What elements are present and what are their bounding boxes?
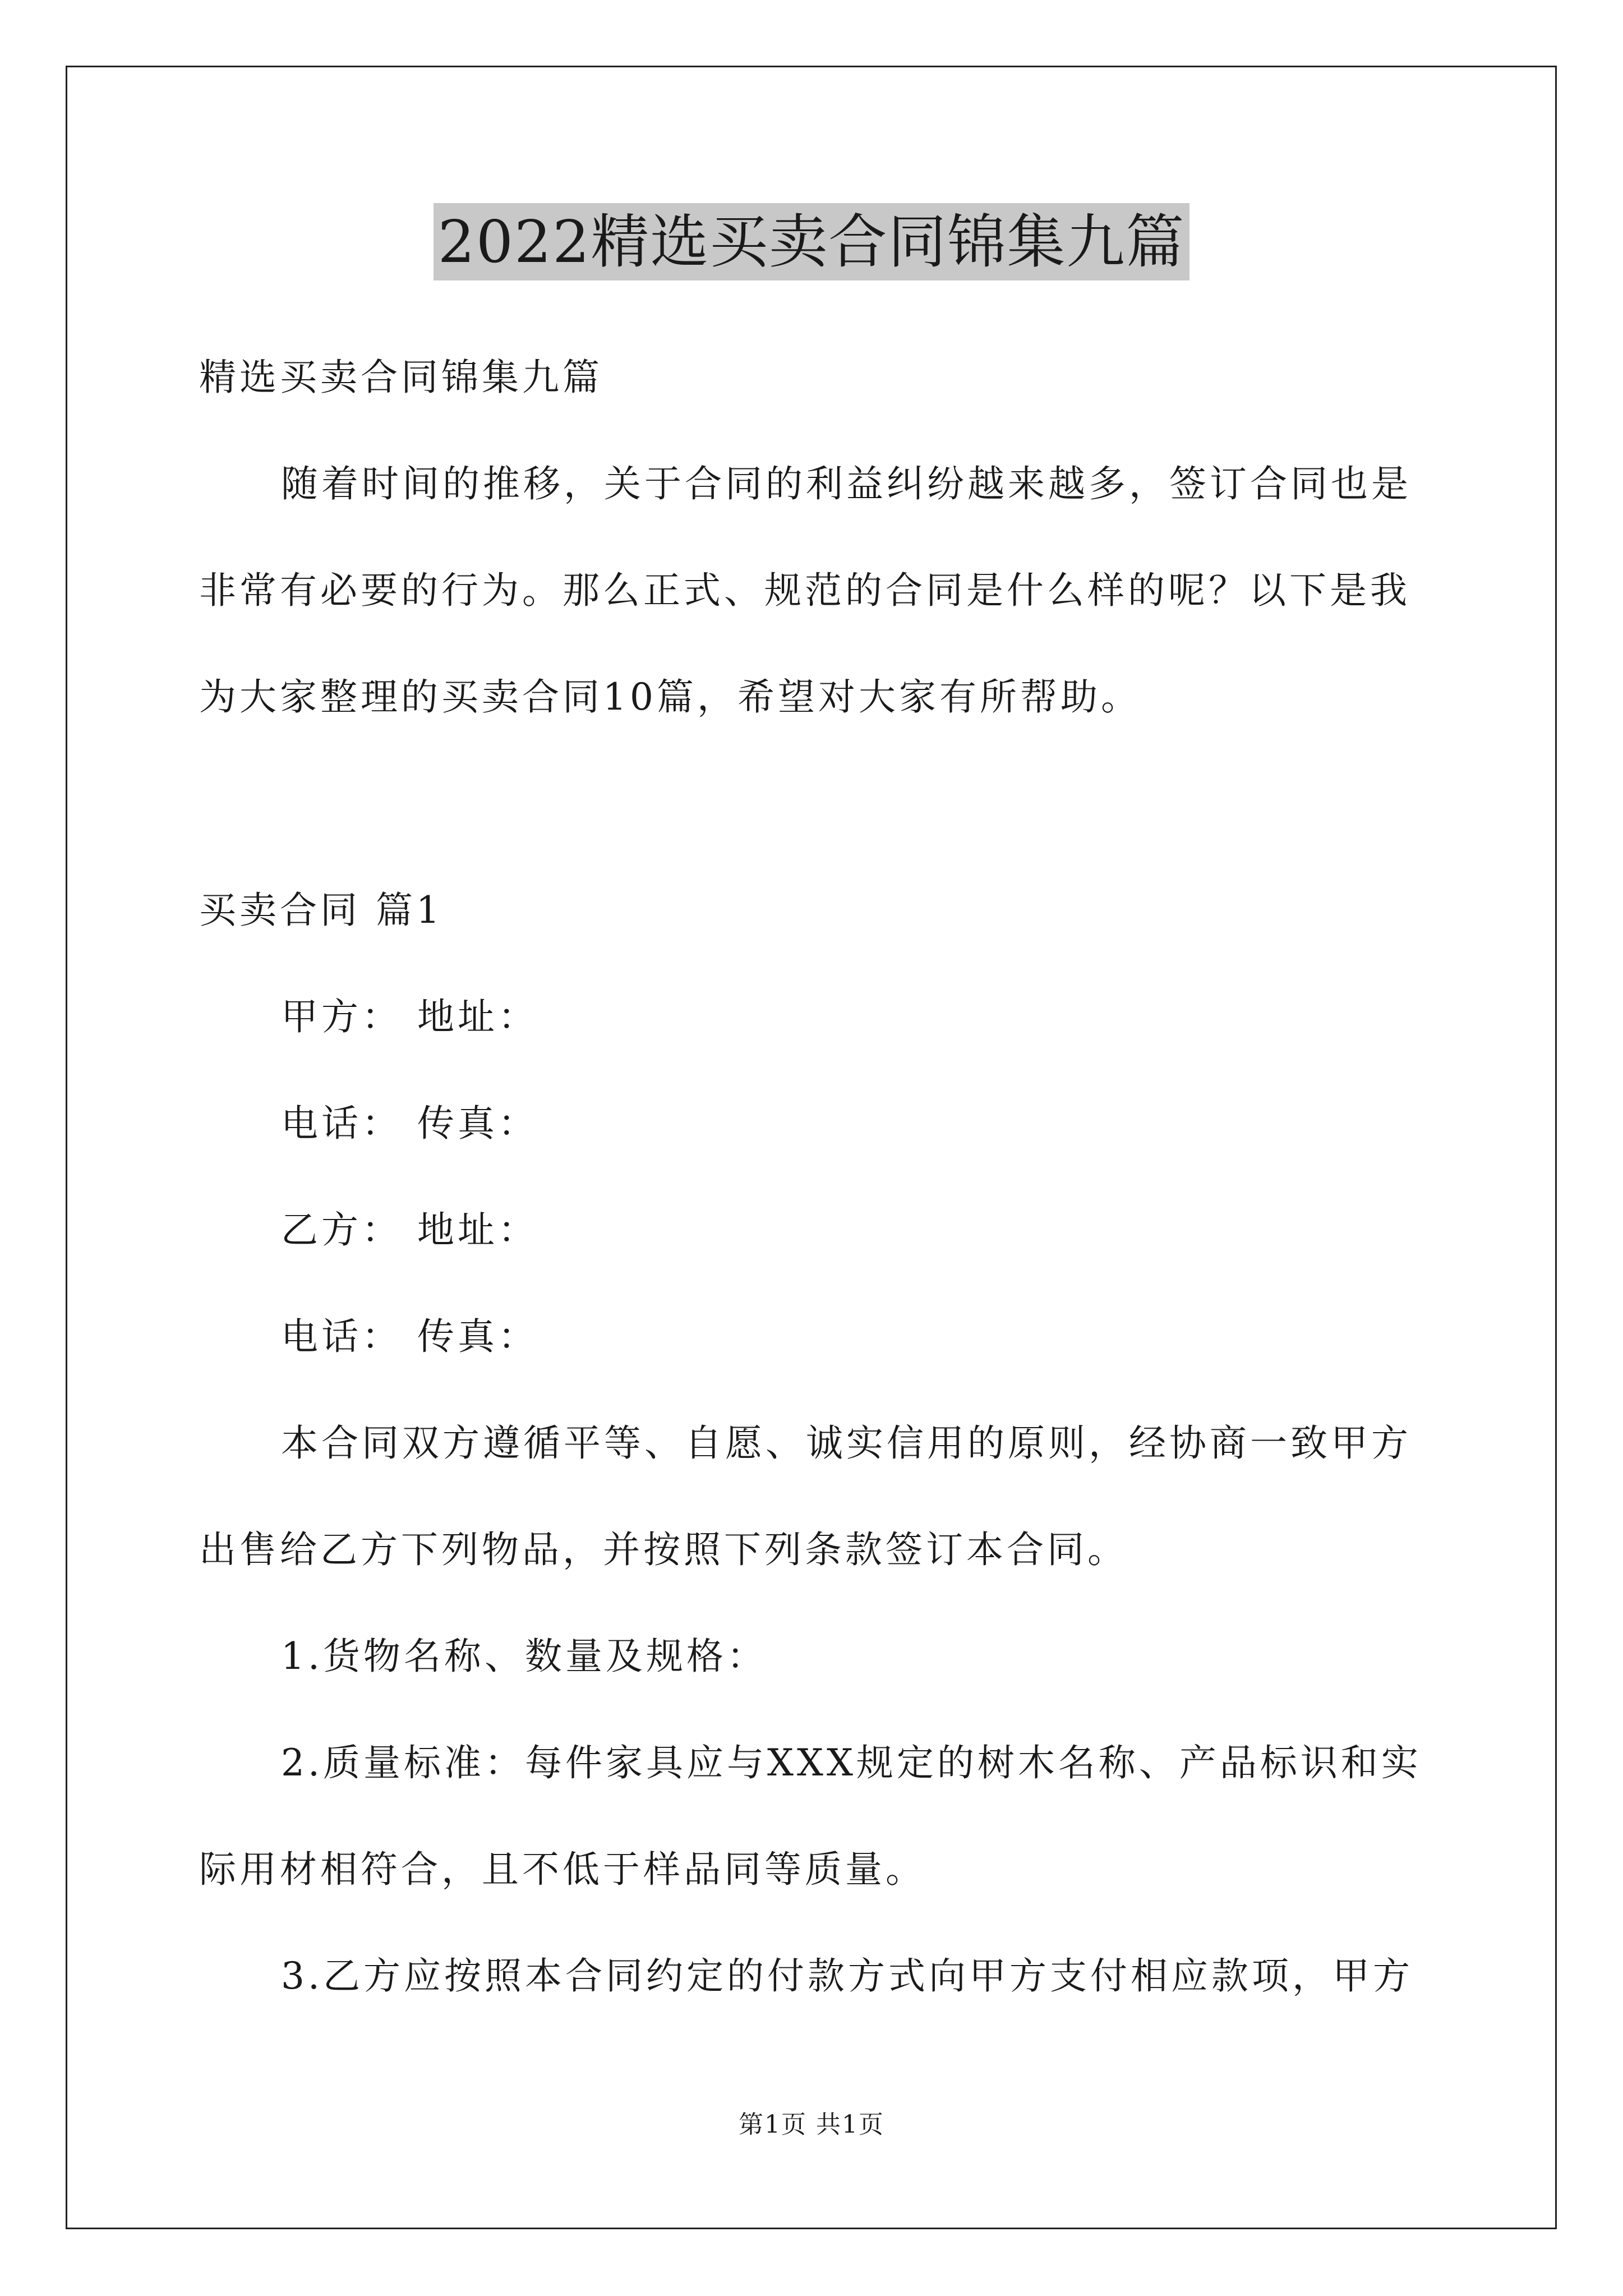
- intro-line-2: 非常有必要的行为。那么正式、规范的合同是什么样的呢？以下是我: [199, 569, 1410, 612]
- party-a-address: 甲方： 地址：: [281, 995, 538, 1038]
- party-b-address: 乙方： 地址：: [281, 1208, 538, 1251]
- section-heading: 买卖合同 篇1: [199, 889, 443, 932]
- clause-2-line-1: 2.质量标准：每件家具应与XXX规定的树木名称、产品标识和实: [281, 1741, 1422, 1784]
- preamble-line-1: 本合同双方遵循平等、自愿、诚实信用的原则，经协商一致甲方: [281, 1421, 1412, 1465]
- party-a-contact: 电话： 传真：: [281, 1102, 538, 1145]
- party-b-contact: 电话： 传真：: [281, 1315, 538, 1358]
- preamble-line-2: 出售给乙方下列物品，并按照下列条款签订本合同。: [199, 1528, 1128, 1571]
- document-title: 2022精选买卖合同锦集九篇: [434, 203, 1190, 280]
- page-footer: 第1页 共1页: [739, 2110, 884, 2139]
- intro-line-3: 为大家整理的买卖合同10篇，希望对大家有所帮助。: [199, 675, 1141, 719]
- document-subtitle: 精选买卖合同锦集九篇: [199, 356, 603, 399]
- intro-line-1: 随着时间的推移，关于合同的利益纠纷越来越多，签订合同也是: [281, 462, 1412, 505]
- clause-2-line-2: 际用材相符合，且不低于样品同等质量。: [199, 1848, 926, 1891]
- clause-3-line-1: 3.乙方应按照本合同约定的付款方式向甲方支付相应款项，甲方: [281, 1954, 1413, 1998]
- title-container: [0, 203, 1623, 280]
- clause-1: 1.货物名称、数量及规格：: [281, 1635, 767, 1678]
